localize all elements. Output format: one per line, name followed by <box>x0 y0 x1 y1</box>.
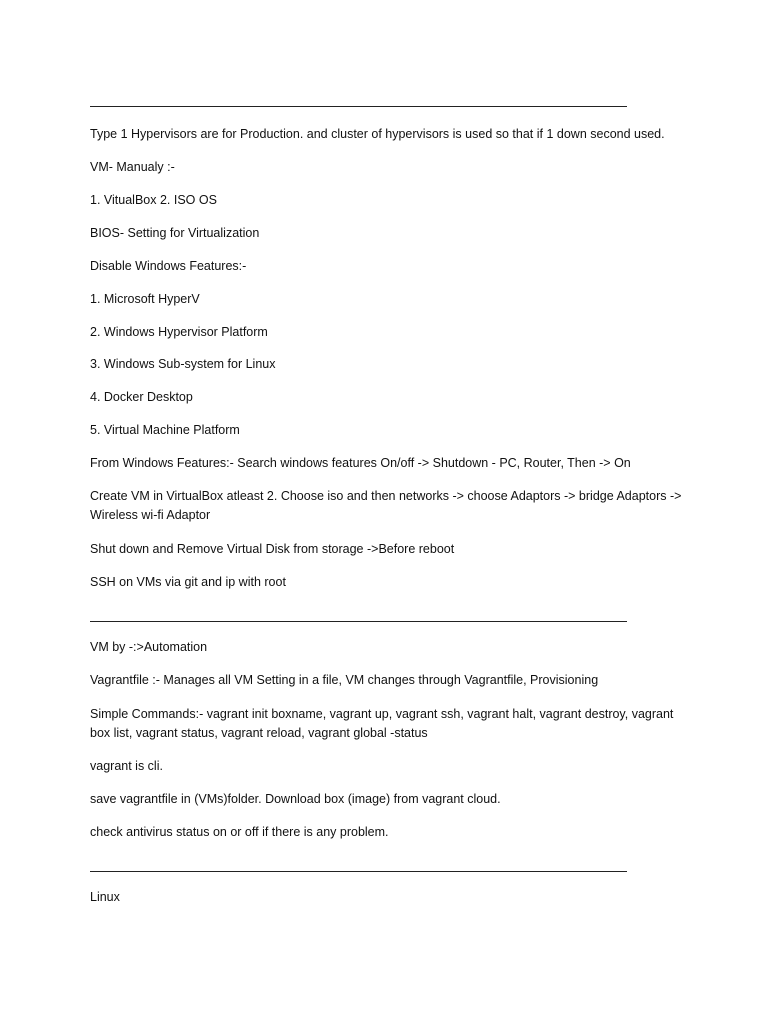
paragraph-bios-setting: BIOS- Setting for Virtualization <box>90 226 260 240</box>
paragraph-ssh: SSH on VMs via git and ip with root <box>90 575 286 589</box>
paragraph-windows-features: From Windows Features:- Search windows features On/off -> Shutdown - PC, Router, Then -> On <box>90 456 631 470</box>
section-divider-3 <box>90 871 627 872</box>
list-item-docker-desktop: 4. Docker Desktop <box>90 390 193 404</box>
paragraph-create-vm: Create VM in VirtualBox atleast 2. Choose iso and then networks -> choose Adaptors -> bridge Adaptors -> Wireless wi-fi Adaptor <box>90 489 682 522</box>
section-divider-2 <box>90 621 627 622</box>
list-item-vm-platform: 5. Virtual Machine Platform <box>90 423 240 437</box>
paragraph-vm-automation: VM by -:>Automation <box>90 640 208 654</box>
paragraph-antivirus: check antivirus status on or off if there is any problem. <box>90 825 389 839</box>
paragraph-disable-features: Disable Windows Features:- <box>90 259 247 273</box>
list-item-hypervisor-platform: 2. Windows Hypervisor Platform <box>90 325 268 339</box>
paragraph-save-vagrantfile: save vagrantfile in (VMs)folder. Download box (image) from vagrant cloud. <box>90 792 501 806</box>
list-item-hyperv: 1. Microsoft HyperV <box>90 292 200 306</box>
paragraph-vagrantfile: Vagrantfile :- Manages all VM Setting in a file, VM changes through Vagrantfile, Provisioning <box>90 673 599 687</box>
paragraph-simple-commands: Simple Commands:- vagrant init boxname, vagrant up, vagrant ssh, vagrant halt, vagrant destroy, vagrant box list, vagrant status, vagrant reload, vagrant global -status <box>90 707 674 740</box>
paragraph-virtualbox-iso: 1. VitualBox 2. ISO OS <box>90 193 217 207</box>
paragraph-shut-down: Shut down and Remove Virtual Disk from storage ->Before reboot <box>90 542 455 556</box>
paragraph-linux: Linux <box>90 890 120 904</box>
paragraph-vm-manualy: VM- Manualy :- <box>90 160 175 174</box>
list-item-wsl: 3. Windows Sub-system for Linux <box>90 357 276 371</box>
section-divider-1 <box>90 106 627 107</box>
paragraph-vagrant-cli: vagrant is cli. <box>90 759 163 773</box>
paragraph-type1-hypervisors: Type 1 Hypervisors are for Production. and cluster of hypervisors is used so that if 1 down second used. <box>90 127 665 141</box>
